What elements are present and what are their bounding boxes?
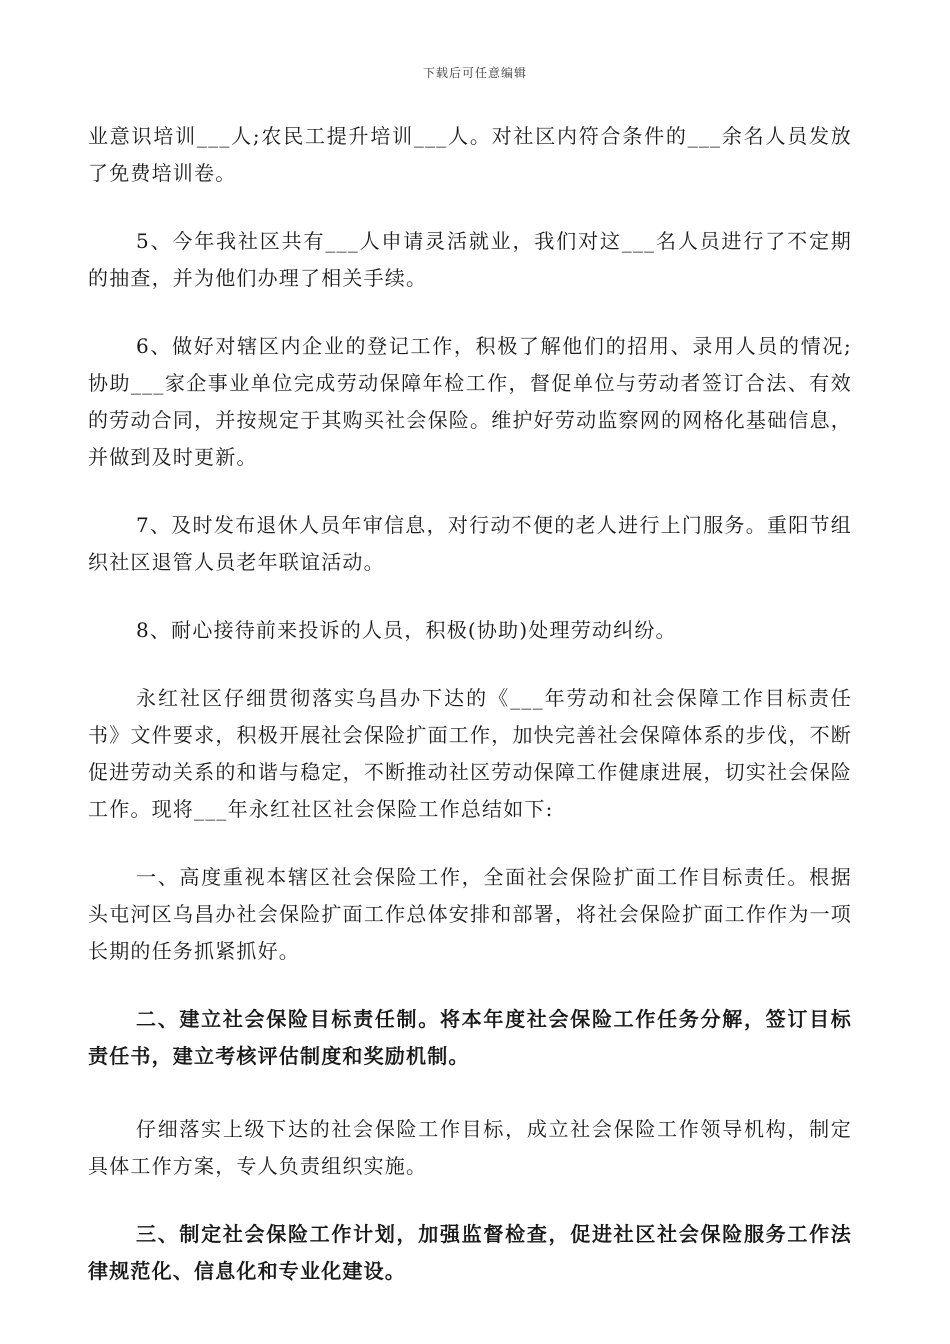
section-heading-2: 二、建立社会保险目标责任制。将本年度社会保险工作任务分解，签订目标责任书，建立考核评估制度和奖励机制。 (88, 1007, 852, 1068)
paragraph-4: 7、及时发布退休人员年审信息，对行动不便的老人进行上门服务。重阳节组织社区退管人员老年联谊活动。 (88, 513, 852, 574)
document-body (88, 118, 852, 1326)
paragraph-6: 永红社区仔细贯彻落实乌昌办下达的《___年劳动和社会保障工作目标责任书》文件要求，积极开展社会保险扩面工作，加快完善社会保障体系的步伐，不断促进劳动关系的和谐与稳定，不断推动社区劳动保障工作健康进展，切实社会保险工作。现将___年永红社区社会保险工作总结如下: (88, 686, 852, 821)
paragraph-3: 6、做好对辖区内企业的登记工作，积极了解他们的招用、录用人员的情况;协助___家企事业单位完成劳动保障年检工作，督促单位与劳动者签订合法、有效的劳动合同，并按规定于其购买社会保险。维护好劳动监察网的网格化基础信息，并做到及时更新。 (88, 334, 852, 469)
page-header: 下载后可任意编辑 (422, 66, 527, 80)
section-heading-3: 三、制定社会保险工作计划，加强监督检查，促进社区社会保险服务工作法律规范化、信息化和专业化建设。 (88, 1222, 852, 1283)
paragraph-2: 5、今年我社区共有___人申请灵活就业，我们对这___名人员进行了不定期的抽查，并为他们办理了相关手续。 (88, 229, 852, 290)
paragraph-8: 仔细落实上级下达的社会保险工作目标，成立社会保险工作领导机构，制定具体工作方案，专人负责组织实施。 (88, 1117, 852, 1178)
paragraph-7: 一、高度重视本辖区社会保险工作，全面社会保险扩面工作目标责任。根据头屯河区乌昌办社会保险扩面工作总体安排和部署，将社会保险扩面工作作为一项长期的任务抓紧抓好。 (88, 865, 852, 963)
paragraph-1: 业意识培训___人;农民工提升培训___人。对社区内符合条件的___余名人员发放了免费培训卷。 (88, 124, 852, 185)
paragraph-5: 8、耐心接待前来投诉的人员，积极(协助)处理劳动纠纷。 (136, 618, 677, 642)
